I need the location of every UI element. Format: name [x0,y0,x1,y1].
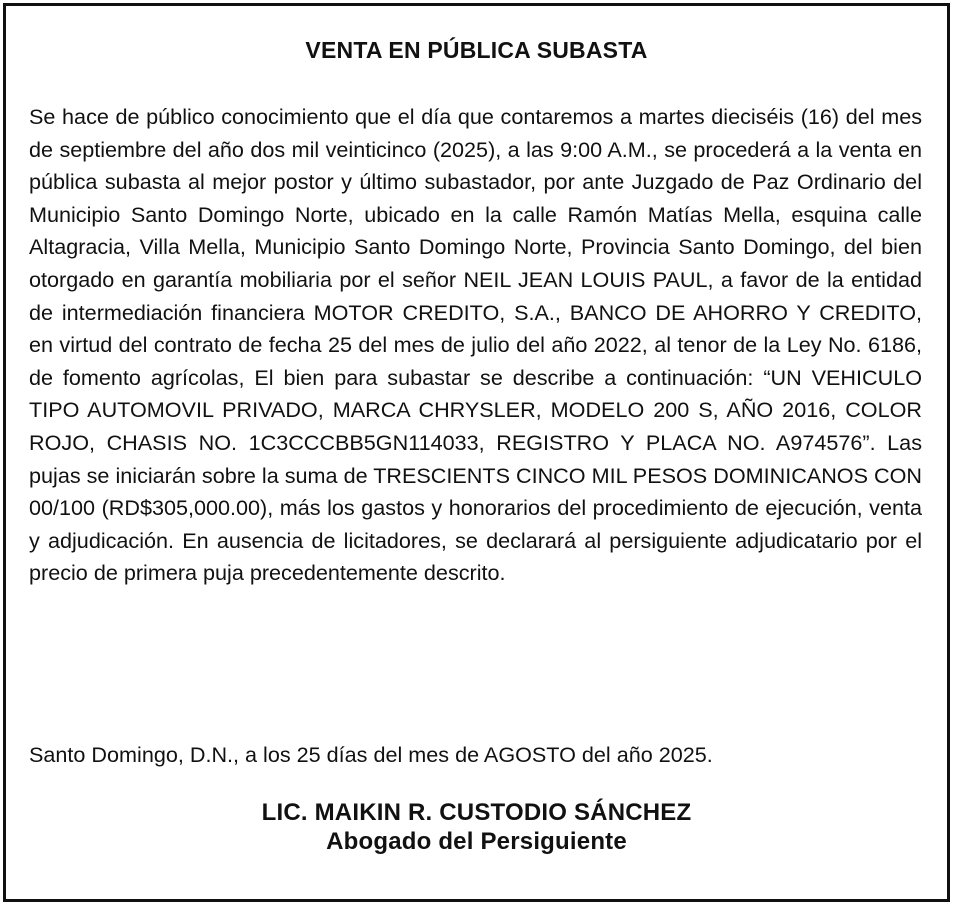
notice-title: VENTA EN PÚBLICA SUBASTA [305,37,648,63]
auction-notice [3,3,950,902]
signature-name: LIC. MAIKIN R. CUSTODIO SÁNCHEZ [261,799,692,826]
signature-role: Abogado del Persiguiente [326,828,627,855]
notice-date-line: Santo Domingo, D.N., a los 25 días del mes de AGOSTO del año 2025. [29,742,713,767]
signature-block [6,798,947,856]
notice-body: Se hace de público conocimiento que el día que contaremos a martes dieciséis (16) del mes de septiembre del año dos mil veinticinco (2025), a las 9:00 A.M., se procederá a la venta en pública subasta al mejor postor y último subastador, por ante Juzgado de Paz Ordinario del Municipio Santo Domingo Norte, ubicado en la calle Ramón Matías Mella, esquina calle Altagracia, Villa Mella, Municipio Santo Domingo Norte, Provincia Santo Domingo, del bien otorgado en garantía mobiliaria por el señor NEIL JEAN LOUIS PAUL, a favor de la entidad de intermediación financiera MOTOR CREDITO, S.A., BANCO DE AHORRO Y CREDITO, en virtud del contrato de fecha 25 del mes de julio del año 2022, al tenor de la Ley No. 6186, de fomento agrícolas, El bien para subastar se describe a continuación: “UN VEHICULO TIPO AUTOMOVIL PRIVADO, MARCA CHRYSLER, MODELO 200 S, AÑO 2016, COLOR ROJO, CHASIS NO. 1C3CCCBB5GN114033, REGISTRO Y PLACA NO. A974576”. Las pujas se iniciarán sobre la suma de TRESCIENTS CINCO MIL PESOS DOMINICANOS CON 00/100 (RD$305,000.00), más los gastos y honorarios del procedimiento de ejecución, venta y adjudicación. En ausencia de licitadores, se declarará al persiguiente adjudicatario por el precio de primera puja precedentemente descrito. [29,104,922,586]
